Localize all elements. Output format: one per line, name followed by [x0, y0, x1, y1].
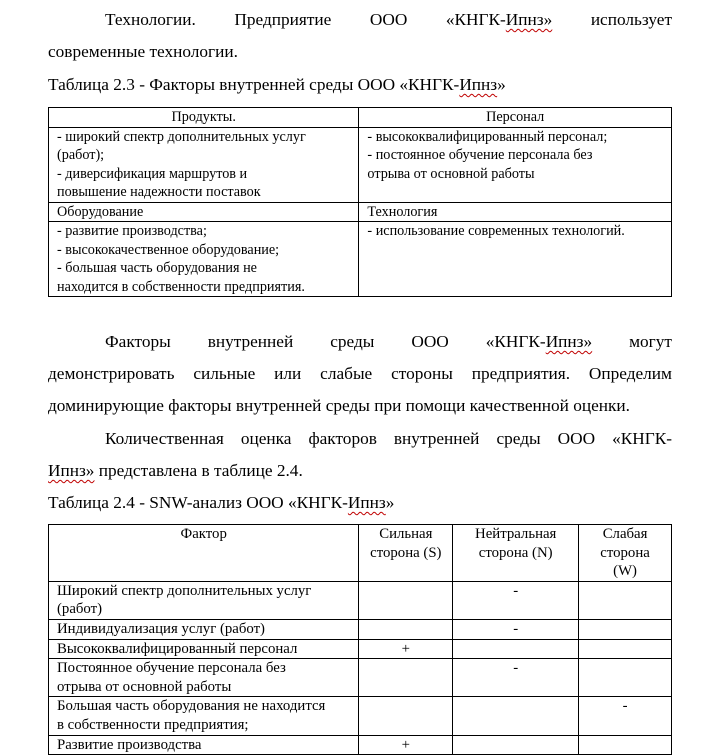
weak-cell	[579, 639, 672, 659]
factors-line-2: демонстрировать сильные или слабые стороны предприятия. Определим	[48, 364, 672, 383]
neutral-cell: -	[453, 619, 579, 639]
quantitative-paragraph	[48, 423, 672, 487]
weak-cell	[579, 735, 672, 755]
neutral-cell	[453, 697, 579, 735]
weak-cell	[579, 659, 672, 697]
header-equipment: Оборудование	[49, 202, 359, 222]
table-2-4	[48, 524, 672, 755]
weak-cell	[579, 581, 672, 619]
factor-cell: Постоянное обучение персонала без отрыва от основной работы	[49, 659, 359, 697]
cell-personnel: - высококвалифицированный персонал; - постоянное обучение персонала без отрыва от основной работы	[359, 127, 672, 202]
table-2-3-caption: Таблица 2.3 - Факторы внутренней среды ООО «КНГК-Ипнз»	[48, 75, 506, 94]
table-row	[49, 619, 672, 639]
strong-cell: +	[359, 639, 453, 659]
neutral-cell	[453, 639, 579, 659]
header-factor: Фактор	[49, 525, 359, 582]
factors-paragraph	[48, 326, 672, 422]
table-row	[49, 697, 672, 735]
table-row	[49, 735, 672, 755]
strong-cell	[359, 659, 453, 697]
factor-cell: Высококвалифицированный персонал	[49, 639, 359, 659]
cell-equipment: - развитие производства; - высококачественное оборудование; - большая часть оборудования не находится в собственности предприятия.	[49, 222, 359, 297]
factor-cell: Индивидуализация услуг (работ)	[49, 619, 359, 639]
table-row	[49, 639, 672, 659]
intro-line-1: Технологии. Предприятие ООО «КНГК-Ипнз» использует	[105, 10, 672, 29]
table-2-3	[48, 107, 672, 297]
table-2-4-caption: Таблица 2.4 - SNW-анализ ООО «КНГК-Ипнз»	[48, 493, 395, 512]
quantitative-line-2: Ипнз» представлена в таблице 2.4.	[48, 461, 303, 480]
table-row	[49, 659, 672, 697]
neutral-cell	[453, 735, 579, 755]
quantitative-line-1: Количественная оценка факторов внутренней среды ООО «КНГК-	[105, 429, 672, 448]
strong-cell	[359, 581, 453, 619]
strong-cell	[359, 619, 453, 639]
cell-products: - широкий спектр дополнительных услуг (работ); - диверсификация маршрутов и повышение надежности поставок	[49, 127, 359, 202]
factor-cell: Развитие производства	[49, 735, 359, 755]
weak-cell: -	[579, 697, 672, 735]
cell-technology: - использование современных технологий.	[359, 222, 672, 297]
strong-cell: +	[359, 735, 453, 755]
intro-paragraph	[48, 4, 672, 68]
neutral-cell: -	[453, 659, 579, 697]
intro-line-2: современные технологии.	[48, 42, 238, 61]
neutral-cell: -	[453, 581, 579, 619]
factors-line-3: доминирующие факторы внутренней среды при помощи качественной оценки.	[48, 396, 631, 415]
header-products: Продукты.	[49, 108, 359, 128]
header-strong: Сильная сторона (S)	[359, 525, 453, 582]
table-row	[49, 581, 672, 619]
strong-cell	[359, 697, 453, 735]
header-weak: Слабая сторона (W)	[579, 525, 672, 582]
header-neutral: Нейтральная сторона (N)	[453, 525, 579, 582]
weak-cell	[579, 619, 672, 639]
factor-cell: Широкий спектр дополнительных услуг (работ)	[49, 581, 359, 619]
header-technology: Технология	[359, 202, 672, 222]
factor-cell: Большая часть оборудования не находится в собственности предприятия;	[49, 697, 359, 735]
factors-line-1: Факторы внутренней среды ООО «КНГК-Ипнз» могут	[105, 332, 672, 351]
header-personnel: Персонал	[359, 108, 672, 128]
